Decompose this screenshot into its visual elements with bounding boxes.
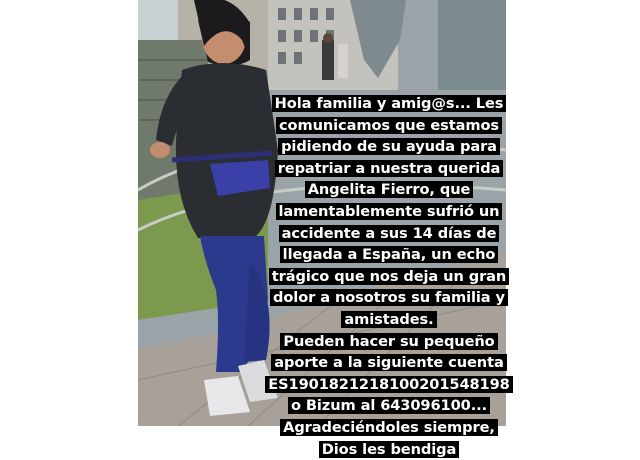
- caption-line: [258, 179, 520, 201]
- caption-line: [258, 158, 520, 180]
- story-caption: [258, 93, 520, 460]
- caption-text: repatriar a nuestra querida: [275, 160, 504, 177]
- caption-text: Agradeciéndoles siempre,: [280, 419, 498, 436]
- caption-line: [258, 201, 520, 223]
- caption-line: [258, 352, 520, 374]
- caption-line: [258, 309, 520, 331]
- caption-line: [258, 439, 520, 460]
- caption-line: [258, 331, 520, 353]
- caption-text: Angelita Fierro, que: [305, 181, 474, 198]
- caption-text: aporte a la siguiente cuenta: [271, 354, 506, 371]
- caption-line: [258, 287, 520, 309]
- caption-line: [258, 223, 520, 245]
- caption-text: ES1901821218100201548198: [265, 376, 512, 393]
- caption-text: Dios les bendiga: [319, 441, 459, 458]
- caption-text: lamentablemente sufrió un: [276, 203, 503, 220]
- caption-line: [258, 395, 520, 417]
- caption-text: o Bizum al 643096100...: [288, 397, 490, 414]
- caption-line: [258, 93, 520, 115]
- caption-text: dolor a nosotros su familia y: [270, 289, 508, 306]
- caption-text: trágico que nos deja un gran: [269, 268, 509, 285]
- caption-text: llegada a España, un echo: [280, 246, 499, 263]
- caption-line: [258, 115, 520, 137]
- caption-line: [258, 417, 520, 439]
- caption-text: Pueden hacer su pequeño: [280, 333, 497, 350]
- caption-line: [258, 244, 520, 266]
- caption-text: comunicamos que estamos: [276, 117, 502, 134]
- caption-text: pidiendo de su ayuda para: [278, 138, 500, 155]
- caption-line: [258, 266, 520, 288]
- caption-line: [258, 374, 520, 396]
- caption-text: accidente a sus 14 días de: [279, 225, 500, 242]
- caption-text: amistades.: [341, 311, 436, 328]
- caption-line: [258, 136, 520, 158]
- caption-text: Hola familia y amig@s... Les: [272, 95, 507, 112]
